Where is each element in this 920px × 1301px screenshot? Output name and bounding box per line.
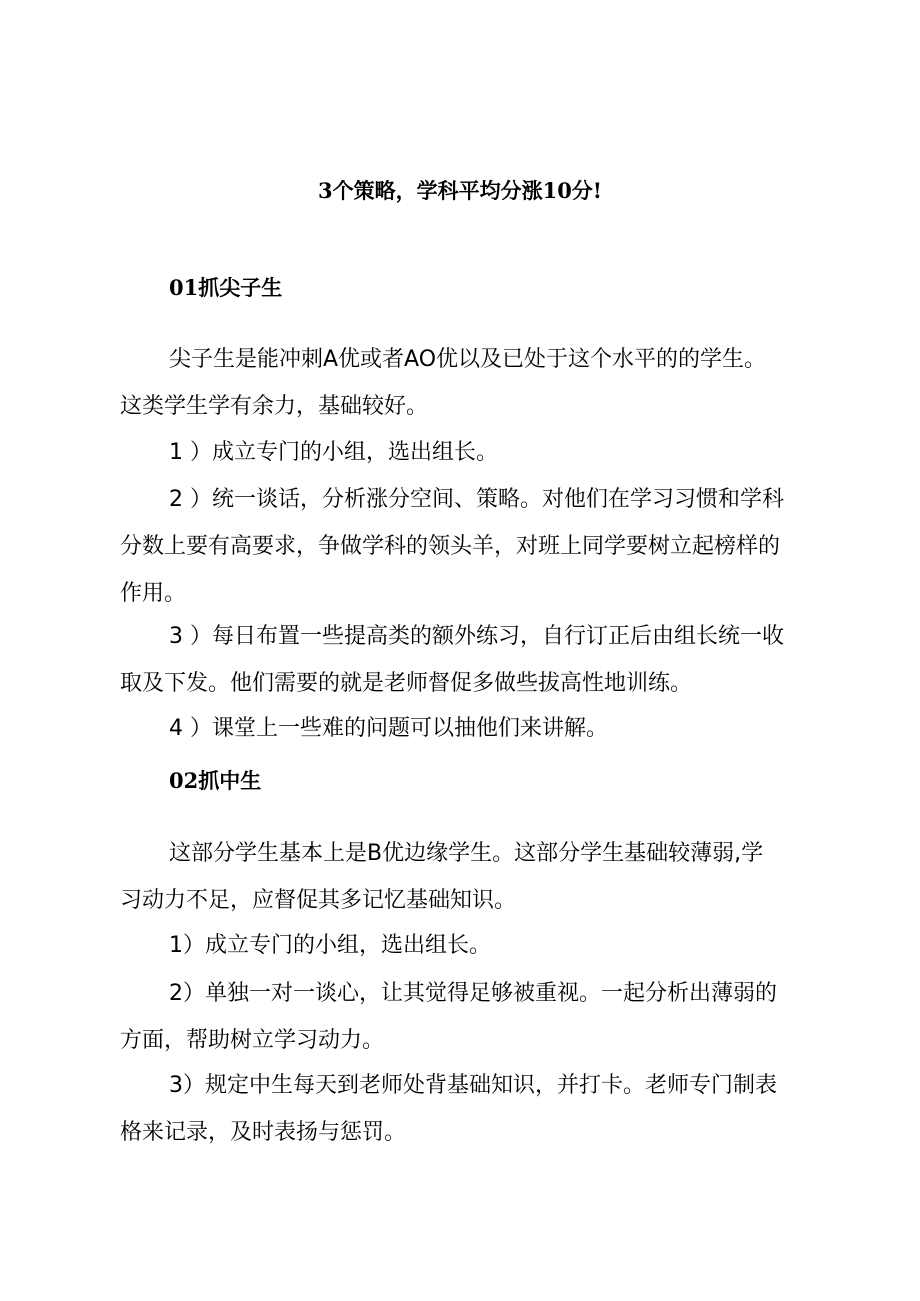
paragraph-line: 1 ）成立专门的小组，选出组长。 [169, 440, 498, 465]
paragraph-line: 习动力不足，应督促其多记忆基础知识。 [120, 888, 517, 913]
paragraph-line: 格来记录，及时表扬与惩罚。 [120, 1120, 407, 1145]
paragraph-line: 这部分学生基本上是B优边缘学生。这部分学生基础较薄弱,学 [169, 841, 764, 866]
paragraph-line: 2 ）统一谈话，分析涨分空间、策略。对他们在学习习惯和学科 [169, 487, 784, 512]
paragraph-line: 2）单独一对一谈心，让其觉得足够被重视。一起分析出薄弱的 [169, 981, 777, 1006]
paragraph-line: 3 ）每日布置一些提高类的额外练习，自行订正后由组长统一收 [169, 624, 784, 649]
section-01-item-3 [120, 613, 820, 707]
paragraph-line: 取及下发。他们需要的就是老师督促多做些拔高性地训练。 [120, 671, 693, 696]
section-01-intro [120, 336, 820, 430]
paragraph-line: 4 ）课堂上一些难的问题可以抽他们来讲解。 [169, 716, 608, 741]
document-title: 3个策略，学科平均分涨10分! [317, 178, 603, 203]
section-02-item-1 [120, 922, 820, 969]
paragraph-line: 分数上要有高要求，争做学科的领头羊，对班上同学要树立起榜样的 [120, 534, 781, 559]
section-heading-01: 01抓尖子生 [169, 275, 283, 300]
section-02-intro [120, 830, 820, 924]
paragraph-line: 1）成立专门的小组，选出组长。 [169, 933, 491, 958]
paragraph-line: 作用。 [120, 581, 187, 606]
section-02-item-2 [120, 970, 820, 1064]
paragraph-line: 这类学生学有余力，基础较好。 [120, 394, 429, 419]
paragraph-line: 尖子生是能冲刺A优或者AO优以及已处于这个水平的的学生。 [169, 347, 767, 372]
section-01-item-2 [120, 476, 820, 617]
section-01-item-4 [120, 705, 820, 752]
paragraph-line: 3）规定中生每天到老师处背基础知识，并打卡。老师专门制表 [169, 1073, 777, 1098]
section-01-item-1 [120, 429, 820, 476]
section-heading-02: 02抓中生 [169, 768, 262, 793]
section-02-item-3 [120, 1062, 820, 1156]
paragraph-line: 方面，帮助树立学习动力。 [120, 1028, 385, 1053]
